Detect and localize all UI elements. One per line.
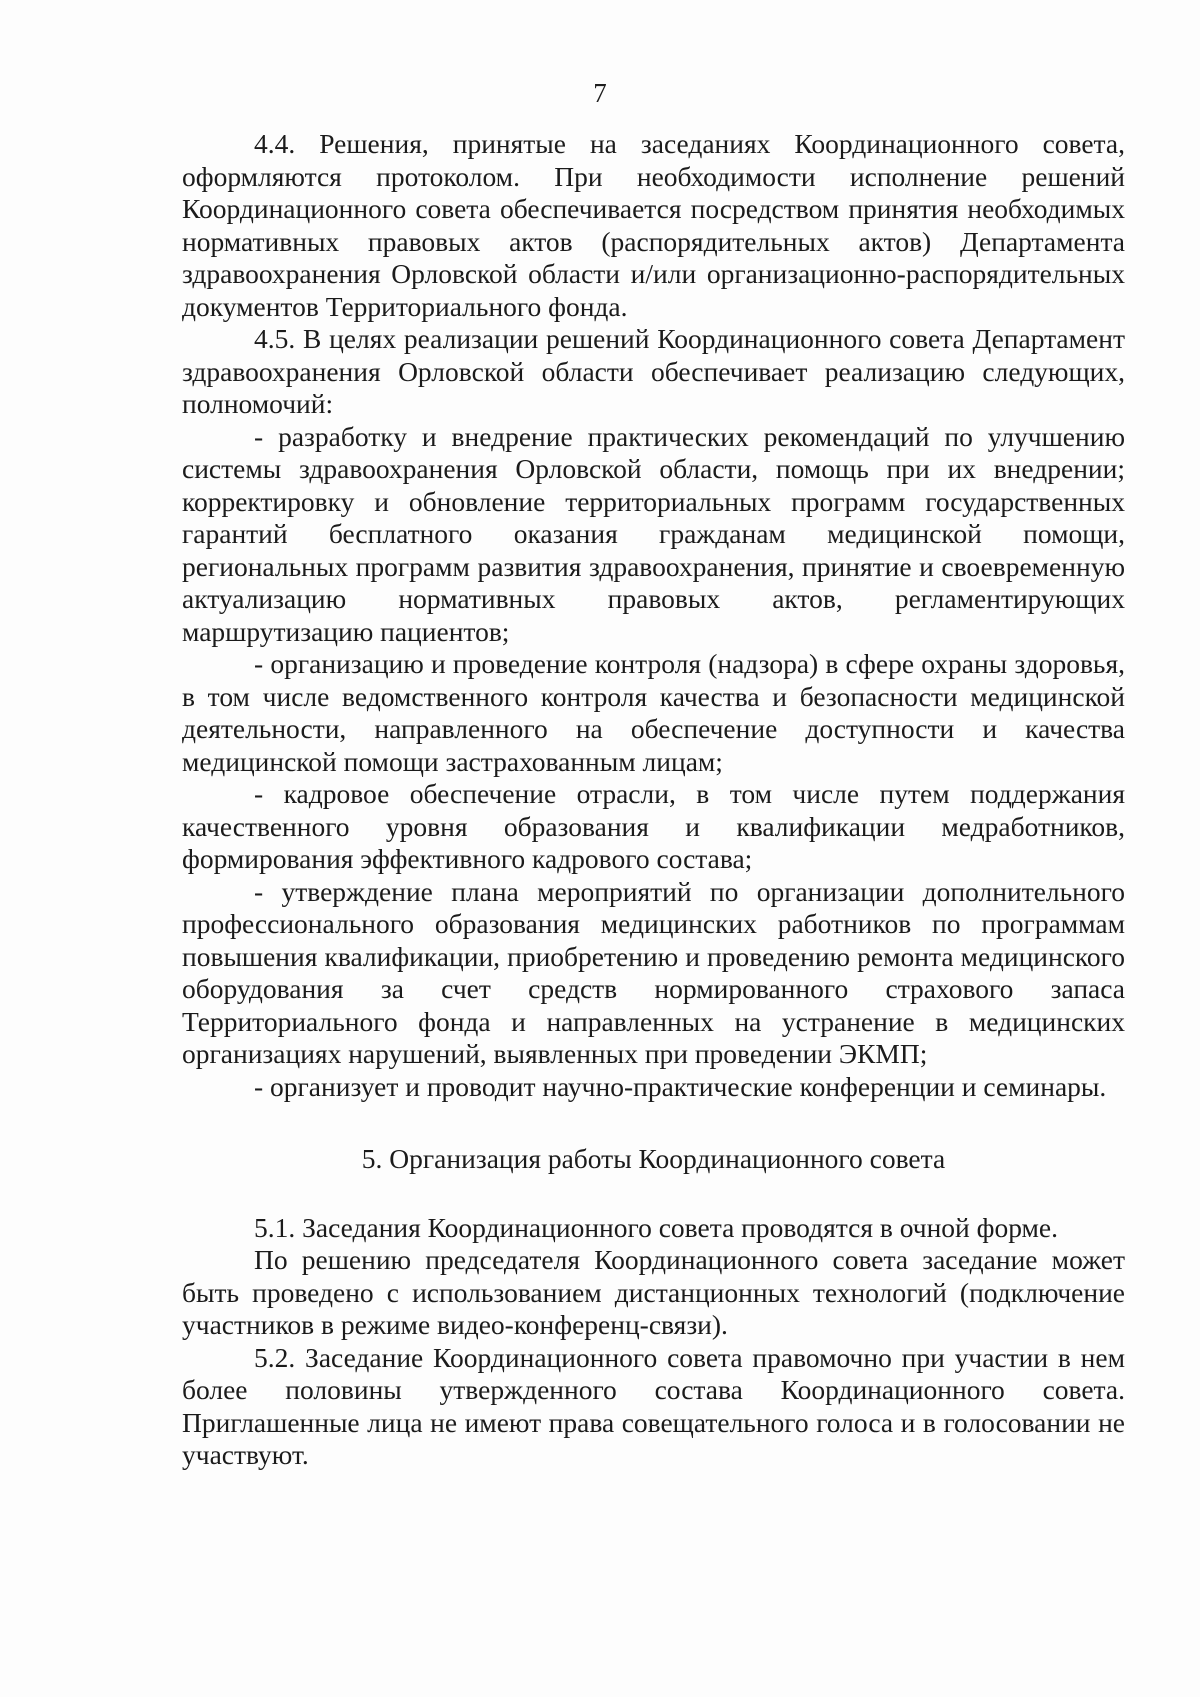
- bullet-item-3: - кадровое обеспечение отрасли, в том числе путем поддержания качественного уровня образования и квалификации медработников, формирования эффективного кадрового состава;: [182, 778, 1125, 874]
- page-number: 7: [593, 78, 607, 108]
- bullet-item-4: - утверждение плана мероприятий по организации дополнительного профессионального образования медицинских работников по программам повышения квалификации, приобретению и проведению ремонта медицинского оборудования за счет средств нормированного страхового запаса Территориального фонда и направленных на устранение в медицинских организациях нарушений, выявленных при проведении ЭКМП;: [182, 875, 1125, 1069]
- paragraph-5-2: 5.2. Заседание Координационного совета правомочно при участии в нем более половины утвержденного состава Координационного совета. Приглашенные лица не имеют права совещательного голоса и в голосовании не участвуют.: [182, 1341, 1125, 1470]
- document-body: [182, 128, 1125, 1472]
- bullet-item-1: - разработку и внедрение практических рекомендаций по улучшению системы здравоохранения Орловской области, помощь при их внедрении; корректировку и обновление территориальных программ государственных гарантий бесплатного оказания гражданам медицинской помощи, региональных программ развития здравоохранения, принятие и своевременную актуализацию нормативных правовых актов, регламентирующих маршрутизацию пациентов;: [182, 420, 1125, 647]
- paragraph-4-4: 4.4. Решения, принятые на заседаниях Координационного совета, оформляются протоколом. При необходимости исполнение решений Координационного совета обеспечивается посредством принятия необходимых нормативных правовых актов (распорядительных актов) Департамента здравоохранения Орловской области и/или организационно-распорядительных документов Территориального фонда.: [182, 128, 1125, 322]
- section-5-heading: 5. Организация работы Координационного совета: [361, 1143, 946, 1174]
- paragraph-5-1-continued: По решению председателя Координационного совета заседание может быть проведено с использованием дистанционных технологий (подключение участников в режиме видео-конференц-связи).: [182, 1244, 1125, 1340]
- paragraph-5-1: 5.1. Заседания Координационного совета проводятся в очной форме.: [254, 1211, 1059, 1243]
- paragraph-4-5: 4.5. В целях реализации решений Координационного совета Департамент здравоохранения Орловской области обеспечивает реализацию следующих, полномочий:: [182, 323, 1125, 419]
- bullet-item-5: - организует и проводит научно-практические конференции и семинары.: [254, 1070, 1107, 1102]
- bullet-item-2: - организацию и проведение контроля (надзора) в сфере охраны здоровья, в том числе ведомственного контроля качества и безопасности медицинской деятельности, направленного на обеспечение доступности и качества медицинской помощи застрахованным лицам;: [182, 648, 1125, 777]
